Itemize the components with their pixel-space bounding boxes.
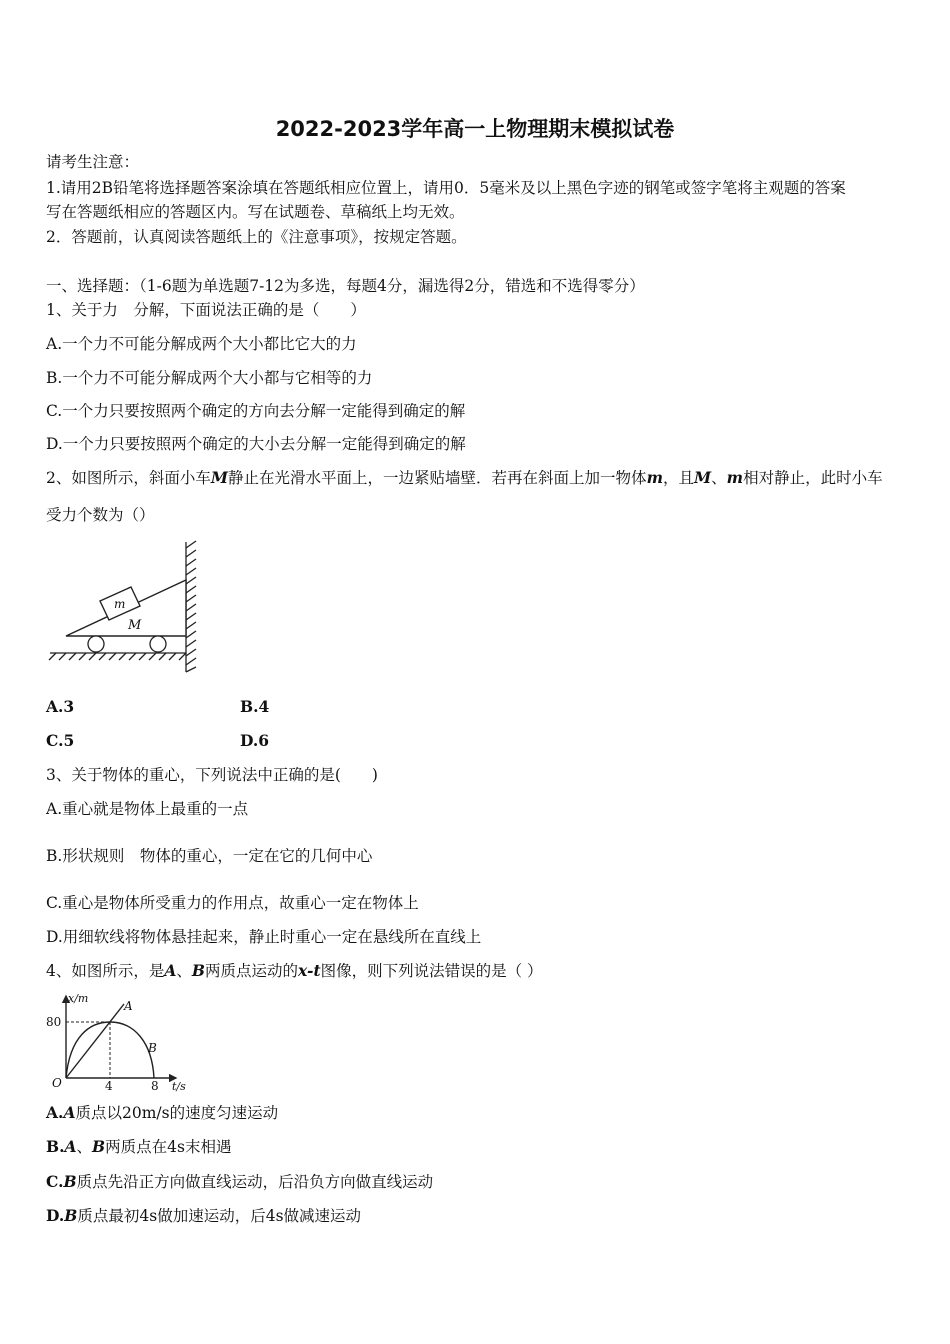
q1-option-d: D.一个力只要按照两个确定的大小去分解一定能得到确定的解: [46, 435, 466, 453]
q4-stem: 4、如图所示，是A、B两质点运动的x-t图像，则下列说法错误的是（ ）: [46, 961, 543, 980]
line-A: [66, 1004, 124, 1078]
q4-option-a: A.A质点以20m/s的速度匀速运动: [46, 1103, 279, 1122]
curve-B-label: B: [148, 1041, 157, 1055]
notice-heading: 请考生注意：: [46, 153, 140, 171]
q1-option-a: A.一个力不可能分解成两个大小都比它大的力: [46, 335, 357, 353]
origin-label: O: [52, 1076, 62, 1090]
y-tick-80: 80: [46, 1015, 62, 1029]
y-axis-label: x/m: [68, 992, 89, 1005]
cart-label-M: M: [128, 618, 142, 633]
q3-option-c: C.重心是物体所受重力的作用点，故重心一定在物体上: [46, 894, 419, 912]
q4-option-d: D.B质点最初4s做加速运动，后4s做减速运动: [46, 1206, 362, 1225]
x-tick-8: 8: [151, 1079, 159, 1093]
q1-stem: 1、关于力 分解，下面说法正确的是（ ）: [46, 301, 366, 319]
ground-hatching: [49, 653, 186, 660]
q3-stem: 3、关于物体的重心，下列说法中正确的是( ): [46, 766, 378, 784]
page-title: 2022-2023学年高一上物理期末模拟试卷: [275, 117, 675, 141]
q2-option-b: B.4: [240, 697, 270, 716]
q1-option-c: C.一个力只要按照两个确定的方向去分解一定能得到确定的解: [46, 402, 466, 420]
incline-cart-figure: [46, 540, 206, 678]
notice-line-2: 写在答题纸相应的答题区内。写在试题卷、草稿纸上均无效。: [46, 203, 465, 221]
q2-stem: 2、如图所示，斜面小车M静止在光滑水平面上，一边紧贴墙壁．若再在斜面上加一物体m，且M、m相对静止，此时小车: [46, 468, 883, 487]
q3-option-b: B.形状规则 物体的重心，一定在它的几何中心: [46, 847, 373, 865]
wall-hatching: [186, 541, 196, 672]
line-A-label: A: [124, 999, 133, 1013]
q4-option-c: C.B质点先沿正方向做直线运动，后沿负方向做直线运动: [46, 1172, 434, 1191]
q2-option-d: D.6: [240, 731, 270, 750]
xt-graph: [44, 990, 194, 1094]
q3-option-a: A.重心就是物体上最重的一点: [46, 800, 249, 818]
x-tick-4: 4: [105, 1079, 113, 1093]
q3-option-d: D.用细软线将物体悬挂起来，静止时重心一定在悬线所在直线上: [46, 928, 482, 946]
section-heading: 一、选择题：（1-6题为单选题7-12为多选，每题4分，漏选得2分，错选和不选得零分）: [46, 277, 645, 295]
notice-line-3: 2．答题前，认真阅读答题纸上的《注意事项》，按规定答题。: [46, 228, 467, 246]
q2-option-c: C.5: [46, 731, 75, 750]
x-axis-label: t/s: [172, 1080, 186, 1093]
q2-option-a: A.3: [46, 697, 75, 716]
cart-wheel-left: [88, 636, 104, 652]
q1-option-b: B.一个力不可能分解成两个大小都与它相等的力: [46, 369, 373, 387]
notice-line-1: 1.请用2B铅笔将选择题答案涂填在答题纸相应位置上，请用0．5毫米及以上黑色字迹的钢笔或签字笔将主观题的答案: [46, 179, 846, 197]
block-label-m: m: [114, 597, 126, 611]
q2-stem-line-2: 受力个数为（）: [46, 506, 155, 524]
cart-wheel-right: [150, 636, 166, 652]
q4-option-b: B.A、B两质点在4s末相遇: [46, 1137, 232, 1156]
